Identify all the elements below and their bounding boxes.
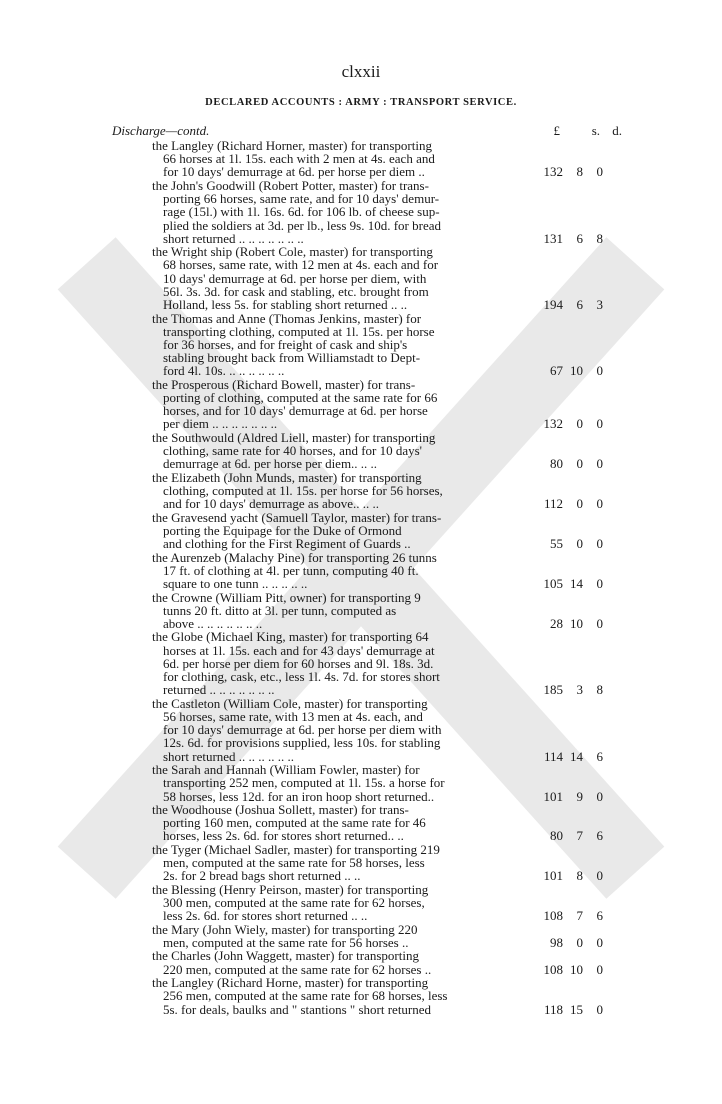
entry-text: the Castleton (William Cole, master) for transporting 56 horses, same rate, with 13 men at 4s. each, and for 10 days' demurrage at 6d. per horse per diem with 12s. 6d. for provisions supplied, less 10s. for stabling short returned .. .. .. .. .. .. bbox=[152, 695, 442, 764]
entry-amount bbox=[531, 829, 603, 842]
column-headings bbox=[112, 123, 620, 139]
shillings-column-heading: s. bbox=[591, 123, 600, 138]
amount-pence: 0 bbox=[596, 934, 603, 950]
page-number: clxxii bbox=[341, 62, 381, 81]
amount-pounds: 98 bbox=[550, 934, 563, 950]
amount-pounds: 112 bbox=[543, 496, 563, 512]
amount-shillings: 0 bbox=[576, 496, 583, 512]
entry-text: the Sarah and Hannah (William Fowler, master) for transporting 252 men, computed at 1l. 15s. a horse for 58 horses, less 12d. for an iron hoop short returned.. bbox=[152, 762, 445, 804]
amount-pounds: 28 bbox=[550, 615, 563, 631]
ledger-entry bbox=[152, 471, 622, 511]
pence-column-heading: d. bbox=[612, 123, 622, 138]
amount-shillings: 10 bbox=[570, 961, 583, 977]
ledger-entry bbox=[152, 431, 622, 471]
amount-pounds: 80 bbox=[550, 828, 563, 844]
ledger-entry bbox=[152, 245, 622, 311]
entry-amount bbox=[531, 537, 603, 550]
entry-amount bbox=[531, 298, 603, 311]
ledger-entry bbox=[152, 923, 622, 949]
amount-pence: 0 bbox=[596, 868, 603, 884]
amount-shillings: 8 bbox=[576, 164, 583, 180]
ledger-entry bbox=[152, 949, 622, 975]
amount-pence: 6 bbox=[596, 748, 603, 764]
entry-amount bbox=[531, 683, 603, 696]
amount-pence: 0 bbox=[596, 496, 603, 512]
ledger-entry bbox=[152, 591, 622, 631]
section-heading: Discharge—contd. bbox=[112, 123, 210, 138]
ledger-entry bbox=[152, 630, 622, 696]
amount-shillings: 0 bbox=[576, 456, 583, 472]
amount-pence: 6 bbox=[596, 828, 603, 844]
amount-pounds: 80 bbox=[550, 456, 563, 472]
amount-shillings: 6 bbox=[576, 297, 583, 313]
amount-pounds: 114 bbox=[543, 748, 563, 764]
amount-pounds: 132 bbox=[543, 164, 563, 180]
amount-pounds: 105 bbox=[543, 576, 563, 592]
amount-pence: 8 bbox=[596, 230, 603, 246]
amount-pence: 0 bbox=[596, 1001, 603, 1017]
amount-pounds: 185 bbox=[543, 682, 563, 698]
amount-pounds: 101 bbox=[543, 868, 563, 884]
entry-amount bbox=[531, 577, 603, 590]
ledger-entry bbox=[152, 312, 622, 378]
entry-text: the Aurenzeb (Malachy Pine) for transporting 26 tunns 17 ft. of clothing at 4l. per tunn, computing 40 ft. square to one tunn .. .. .. .. .. bbox=[152, 549, 437, 592]
amount-pounds: 132 bbox=[543, 416, 563, 432]
ledger-entry bbox=[152, 883, 622, 923]
entry-text: the Elizabeth (John Munds, master) for transporting clothing, computed at 1l. 15s. per horse for 56 horses, and for 10 days' demurrage as above.. .. .. bbox=[152, 469, 443, 512]
entry-text: the Langley (Richard Horne, master) for transporting 256 men, computed at the same rate for 68 horses, less 5s. for deals, baulks and " stantions " short returned bbox=[152, 975, 448, 1017]
entry-text: the Wright ship (Robert Cole, master) for transporting 68 horses, same rate, with 12 men at 4s. each and for 10 days' demurrage at 6d. per horse per diem, with 56l. 3s. 3d. for cask and stabling, etc. brought from Holland, less 5s. for stabling short returned .. .. bbox=[152, 244, 439, 313]
amount-shillings: 10 bbox=[570, 615, 583, 631]
ledger-entry bbox=[152, 378, 622, 431]
amount-pounds: 67 bbox=[550, 363, 563, 379]
entry-amount bbox=[531, 617, 603, 630]
amount-shillings: 0 bbox=[576, 934, 583, 950]
entry-text: the Blessing (Henry Peirson, master) for transporting 300 men, computed at the same rate for 62 horses, less 2s. 6d. for stores short returned .. .. bbox=[152, 881, 429, 924]
amount-pence: 3 bbox=[596, 297, 603, 313]
pounds-column-heading: £ bbox=[553, 123, 560, 138]
entry-amount bbox=[531, 936, 603, 949]
entry-text: the Thomas and Anne (Thomas Jenkins, master) for transporting clothing, computed at 1l. 15s. per horse for 36 horses, and for freight of cask and ship's stabling brought back from Williamstadt to Dept- ford 4l. 10s. .. .. .. .. .. .. bbox=[152, 310, 435, 379]
entry-amount bbox=[531, 909, 603, 922]
amount-pence: 0 bbox=[596, 788, 603, 804]
amount-shillings: 3 bbox=[576, 682, 583, 698]
ledger-entry bbox=[152, 697, 622, 763]
entry-text: the Crowne (William Pitt, owner) for transporting 9 tunns 20 ft. ditto at 3l. per tunn, computed as above .. .. .. .. .. .. .. bbox=[152, 589, 421, 631]
amount-pounds: 131 bbox=[543, 230, 563, 246]
amount-pounds: 108 bbox=[543, 961, 563, 977]
amount-pence: 0 bbox=[596, 536, 603, 552]
amount-shillings: 10 bbox=[570, 363, 583, 379]
entry-text: the Charles (John Waggett, master) for transporting 220 men, computed at the same rate for 62 horses .. bbox=[152, 948, 432, 977]
entry-text: the Langley (Richard Horner, master) for transporting 66 horses at 1l. 15s. each with 2 men at 4s. each and for 10 days' demurrage at 6d. per horse per diem .. bbox=[152, 138, 435, 180]
amount-pounds: 118 bbox=[543, 1001, 563, 1017]
amount-pence: 0 bbox=[596, 164, 603, 180]
ledger-entry bbox=[152, 976, 622, 1016]
entry-text: the Woodhouse (Joshua Sollett, master) for trans- porting 160 men, computed at the same rate for 46 horses, less 2s. 6d. for stores short returned.. .. bbox=[152, 802, 426, 844]
amount-pence: 0 bbox=[596, 416, 603, 432]
amount-shillings: 7 bbox=[576, 908, 583, 924]
amount-pounds: 55 bbox=[550, 536, 563, 552]
amount-shillings: 0 bbox=[576, 536, 583, 552]
ledger-entry bbox=[152, 763, 622, 803]
amount-pounds: 108 bbox=[543, 908, 563, 924]
amount-pounds: 101 bbox=[543, 788, 563, 804]
entry-text: the Gravesend yacht (Samuell Taylor, master) for trans- porting the Equipage for the Duke of Ormond and clothing for the First Regiment of Guards .. bbox=[152, 509, 442, 552]
entry-amount bbox=[531, 750, 603, 763]
entry-text: the Prosperous (Richard Bowell, master) for trans- porting of clothing, computed at the same rate for 66 horses, and for 10 days' demurrage at 6d. per horse per diem .. .. .. .. .. .. .. bbox=[152, 376, 438, 432]
amount-shillings: 6 bbox=[576, 230, 583, 246]
running-header: DECLARED ACCOUNTS : ARMY : TRANSPORT SERVICE. bbox=[205, 97, 517, 108]
amount-shillings: 8 bbox=[576, 868, 583, 884]
ledger-entries bbox=[152, 139, 622, 1016]
entry-amount bbox=[531, 1003, 603, 1016]
entry-amount bbox=[531, 165, 603, 178]
entry-amount bbox=[531, 232, 603, 245]
amount-pence: 8 bbox=[596, 682, 603, 698]
entry-text: the Globe (Michael King, master) for transporting 64 horses at 1l. 15s. each and for 43 days' demurrage at 6d. per horse per diem for 60 horses and 9l. 18s. 3d. for clothing, cask, etc., less 1l. 4s. 7d. for stores short returned .. .. .. .. .. .. .. bbox=[152, 629, 440, 698]
amount-pence: 0 bbox=[596, 456, 603, 472]
entry-amount bbox=[531, 457, 603, 470]
ledger-entry bbox=[152, 551, 622, 591]
amount-pence: 0 bbox=[596, 576, 603, 592]
ledger-entry bbox=[152, 179, 622, 245]
entry-amount bbox=[531, 497, 603, 510]
amount-pence: 0 bbox=[596, 363, 603, 379]
amount-shillings: 9 bbox=[576, 788, 583, 804]
entry-text: the John's Goodwill (Robert Potter, master) for trans- porting 66 horses, same rate, and for 10 days' demur- rage (15l.) with 1l. 16s. 6d. for 106 lb. of cheese sup- plied the soldiers at 3d. per lb., less 9s. 10d. for bread short returned .. .. .. .. .. .. .. bbox=[152, 177, 441, 246]
entry-amount bbox=[531, 790, 603, 803]
entry-amount bbox=[531, 417, 603, 430]
amount-shillings: 7 bbox=[576, 828, 583, 844]
ledger-entry bbox=[152, 511, 622, 551]
amount-pence: 6 bbox=[596, 908, 603, 924]
amount-shillings: 15 bbox=[570, 1001, 583, 1017]
amount-pounds: 194 bbox=[543, 297, 563, 313]
ledger-entry bbox=[152, 139, 622, 179]
entry-text: the Tyger (Michael Sadler, master) for transporting 219 men, computed at the same rate for 58 horses, less 2s. for 2 bread bags short returned .. .. bbox=[152, 841, 440, 884]
amount-pence: 0 bbox=[596, 615, 603, 631]
entry-text: the Mary (John Wiely, master) for transporting 220 men, computed at the same rate for 56 horses .. bbox=[152, 921, 418, 950]
ledger-entry bbox=[152, 803, 622, 843]
entry-amount bbox=[531, 963, 603, 976]
amount-shillings: 14 bbox=[570, 576, 583, 592]
amount-pence: 0 bbox=[596, 961, 603, 977]
amount-shillings: 0 bbox=[576, 416, 583, 432]
entry-text: the Southwould (Aldred Liell, master) for transporting clothing, same rate for 40 horses, and for 10 days' demurrage at 6d. per horse per diem.. .. .. bbox=[152, 429, 436, 472]
entry-amount bbox=[531, 869, 603, 882]
entry-amount bbox=[531, 364, 603, 377]
ledger-entry bbox=[152, 843, 622, 883]
amount-shillings: 14 bbox=[570, 748, 583, 764]
